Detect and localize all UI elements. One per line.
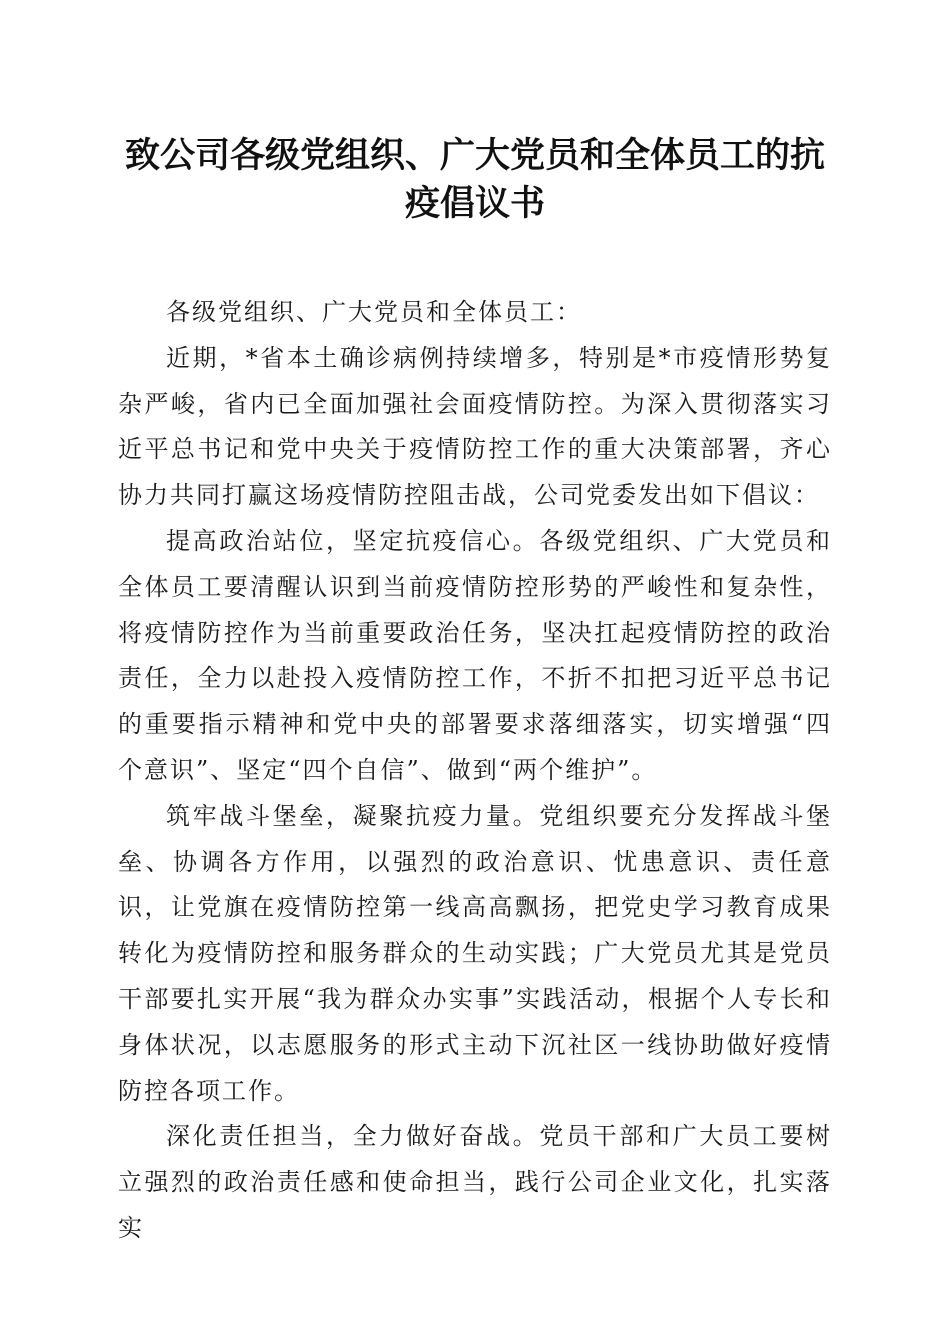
paragraph-political-stance: 提高政治站位，坚定抗疫信心。各级党组织、广大党员和全体员工要清醒认识到当前疫情防控形势的严峻性和复杂性，将疫情防控作为当前重要政治任务，坚决扛起疫情防控的政治责任，全力以赴投入疫情防控工作，不折不扣把习近平总书记的重要指示精神和党中央的部署要求落细落实，切实增强“四个意识”、坚定“四个自信”、做到“两个维护”。 [118,526,832,784]
paragraph-intro: 近期，*省本土确诊病例持续增多，特别是*市疫情形势复杂严峻，省内已全面加强社会面疫情防控。为深入贯彻落实习近平总书记和党中央关于疫情防控工作的重大决策部署，齐心协力共同打赢这场疫情防控阻击战，公司党委发出如下倡议： [118,343,832,510]
salutation: 各级党组织、广大党员和全体员工： [166,298,582,326]
paragraph-fighting-fortress: 筑牢战斗堡垒，凝聚抗疫力量。党组织要充分发挥战斗堡垒、协调各方作用，以强烈的政治意识、忧患意识、责任意识，让党旗在疫情防控第一线高高飘扬，把党史学习教育成果转化为疫情防控和服务群众的生动实践；广大党员尤其是党员干部要扎实开展“我为群众办实事”实践活动，根据个人专长和身体状况，以志愿服务的形式主动下沉社区一线协助做好疫情防控各项工作。 [118,801,832,1105]
paragraph-responsibility: 深化责任担当，全力做好奋战。党员干部和广大员工要树立强烈的政治责任感和使命担当，践行公司企业文化，扎实落实 [118,1122,832,1242]
document-body [118,290,832,1252]
document-title: 致公司各级党组织、广大党员和全体员工的抗疫倡议书 [124,135,825,224]
